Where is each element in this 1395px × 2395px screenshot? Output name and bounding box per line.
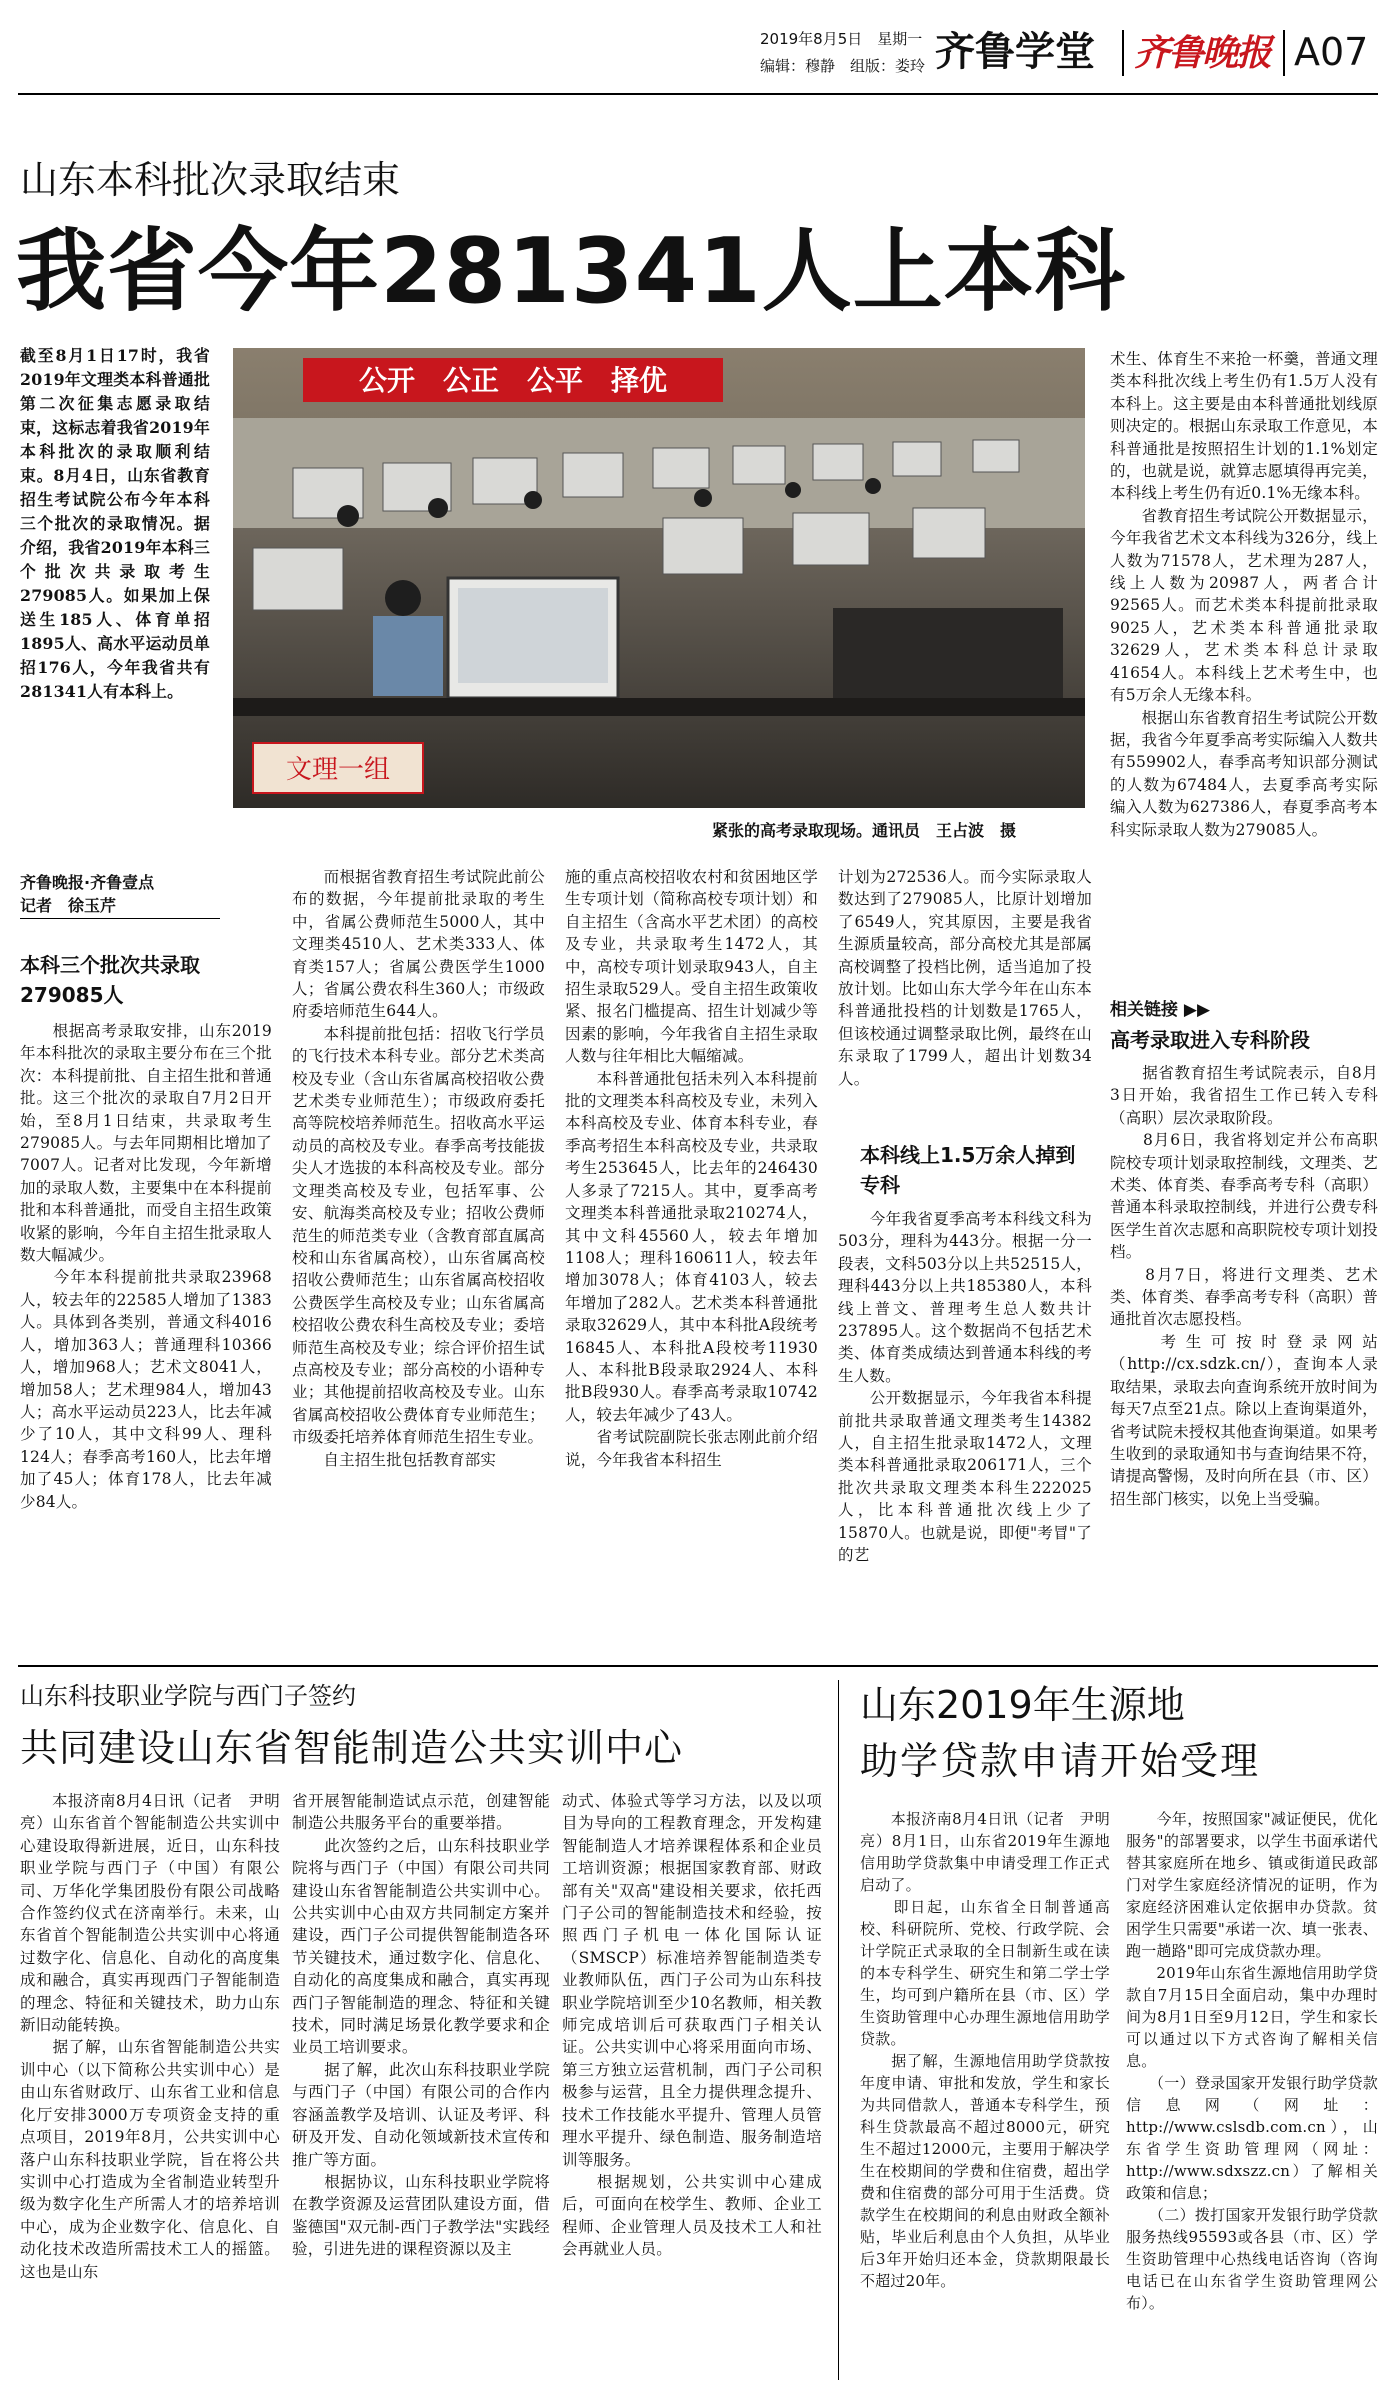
main-col4-top: 计划为272536人。而今实际录取人数达到了279085人，比原计划增加了6549人，究其原因，主要是我省生源质量较高，部分高校尤其是部属高校调整了投档比例，适当追加了投放计划。比如山东大学今年在山东本科普通批投档的计划数是1765人，但该校通过调整录取比例，最终在山东录取了1799人，超出计划数34人。	[838, 868, 1092, 1088]
header-divider-2	[1283, 30, 1285, 76]
header-divider	[1122, 30, 1124, 76]
header-date: 2019年8月5日 星期一	[760, 30, 923, 48]
subhead-three-batches: 本科三个批次共录取279085人	[20, 953, 200, 1007]
main-col4: 今年我省夏季高考本科线文科为503分，理科为443分。根据一分一段表，文科503分以上共52515人，理科443分以上共185380人，本科线上普文、普理考生总人数共计237895人。这个数据尚不包括艺术类、体育类成绩达到普通本科线的考生人数。 公开数据显示，今年我省本科提前批共录取普通文理类考生14382人，自主招生批录取1472人，文理类本科普通批录取206171人，三个批次共录取文理类本科生222025人，比本科普通批次线上少了15870人。也就是说，即便"考冒"了的艺	[838, 1210, 1092, 1565]
main-col5: 术生、体育生不来抢一杯羹，普通文理类本科批次线上考生仍有1.5万人没有本科上。这主要是由本科普通批划线原则决定的。根据山东录取工作意见，本科普通批是按照招生计划的1.1%划定的，也就是说，就算志愿填得再完美，本科线上考生仍有近0.1%无缘本科。 省教育招生考试院公开数据显示，今年我省艺术文本科线为326分，线上人数为71578人，艺术理为287人，线上人数为20987人，两者合计92565人。而艺术类本科提前批录取9025人，艺术类本科普通批录取32629人，艺术类本科总计录取41654人。本科线上艺术考生中，也有5万余人无缘本科。 根据山东省教育招生考试院公开数据，我省今年夏季高考实际编入人数共有559902人，春季高考知识部分测试的人数为67484人，去夏季高考实际编入人数为627386人，春夏季高考本科实际录取人数为279085人。	[1110, 350, 1378, 839]
header-editors: 编辑：穆静 组版：娄玲	[760, 57, 926, 75]
photo-banner-text: 公开 公正 公平 择优	[358, 364, 668, 397]
related-title: 高考录取进入专科阶段	[1110, 1028, 1310, 1052]
section-title: 齐鲁学堂	[935, 29, 1095, 75]
article-divider	[838, 1680, 839, 2380]
mid-rule	[18, 1665, 1378, 1667]
main-col2: 而根据省教育招生考试院此前公布的数据，今年提前批录取的考生中，省属公费师范生5000人，其中文理类4510人、艺术类333人、体育类157人；省属公费医学生1000人；省属公费农科生360人；市级政府委培师范生644人。 本科提前批包括：招收飞行学员的飞行技术本科专业。部分艺术类高校及专业（含山东省属高校招收公费艺术类专业师范生）；市级政府委托高等院校培养师范生。招收高水平运动员的高校及专业。春季高考技能拔尖人才选拔的本科高校及专业。部分文理类高校及专业，包括军事、公安、航海类高校及专业；招收公费师范生的师范类专业（含教育部直属高校和山东省属高校），山东省属高校招收公费师范生；山东省属高校招收公费医学生高校及专业；山东省属高校招收公费农科生高校及专业；委培师范生高校及专业；综合评价招生试点高校及专业；部分高校的小语种专业；其他提前招收高校及专业。山东省属高校招收公费体育专业师范生；市级委托培养体育师范生招生专业。 自主招生批包括教育部实	[292, 868, 545, 1469]
article2-col3: 动式、体验式等学习方法，以及以项目为导向的工程教育理念，开发构建智能制造人才培养课程体系和企业员工培训资源；根据国家教育部、财政部有关"双高"建设相关要求，依托西门子公司的智能制造技术和经验，按照西门子机电一体化国际认证（SMSCP）标准培养智能制造类专业教师队伍，西门子公司为山东科技职业学院培训至少10名教师，相关教师完成培训后可获取西门子相关认证。公共实训中心将采用面向市场、第三方独立运营机制，西门子公司积极参与运营，且全力提供理念提升、技术工作技能水平提升、管理人员管理水平提升、绿色制造、服务制造培训等服务。 根据规划，公共实训中心建成后，可面向在校学生、教师、企业工程师、企业管理人员及技术工人和社会再就业人员。	[562, 1792, 822, 2259]
main-lead: 截至8月1日17时，我省2019年文理类本科普通批第二次征集志愿录取结束，这标志着我省2019年本科批次的录取顺利结束。8月4日，山东省教育招生考试院公布今年本科三个批次的录取情况。据介绍，我省2019年本科三个批次共录取考生279085人。如果加上保送生185人、体育单招1895人、高水平运动员单招176人，今年我省共有281341人有本科上。	[20, 346, 210, 701]
article3-col1: 本报济南8月4日讯（记者 尹明亮）8月1日，山东省2019年生源地信用助学贷款集中申请受理工作正式启动了。 即日起，山东省全日制普通高校、科研院所、党校、行政学院、会计学院正式录取的全日制新生或在读的本专科学生、研究生和第二学士学生，均可到户籍所在县（市、区）学生资助管理中心办理生源地信用助学贷款。 据了解，生源地信用助学贷款按年度申请、审批和发放，学生和家长为共同借款人，普通本专科学生，预科生贷款最高不超过8000元，研究生不超过12000元，主要用于解决学生在校期间的学费和住宿费，超出学费和住宿费的部分可用于生活费。贷款学生在校期间的利息由财政全额补贴，毕业后利息由个人负担，从毕业后3年开始归还本金，贷款期限最长不超过20年。	[860, 1810, 1110, 2290]
photo-sign-text: 文理一组	[285, 755, 391, 785]
byline-paper: 齐鲁晚报·齐鲁壹点	[20, 873, 155, 892]
article2-headline: 共同建设山东省智能制造公共实训中心	[20, 1726, 684, 1770]
related-body: 据省教育招生考试院表示，自8月3日开始，我省招生工作已转入专科（高职）层次录取阶段。 8月6日，我省将划定并公布高职院校专项计划录取控制线，文理类、艺术类、体育类、春季高考专科（高职）普通本科录取控制线，并进行公费专科医学生首次志愿和高职院校专项计划投档。 8月7日，将进行文理类、艺术类、体育类、春季高考专科（高职）普通批首次志愿投档。 考生可按时登录网站（http://cx.sdzk.cn/），查询本人录取结果，录取去向查询系统开放时间为每天7点至21点。除以上查询渠道外，省考试院未授权其他查询渠道。如果考生收到的录取通知书与查询结果不符，请提高警惕，及时向所在县（市、区）招生部门核实，以免上当受骗。	[1110, 1064, 1378, 1508]
header-rule	[18, 93, 1378, 95]
article2-col2: 省开展智能制造试点示范，创建智能制造公共服务平台的重要举措。 此次签约之后，山东科技职业学院将与西门子（中国）有限公司共同建设山东省智能制造公共实训中心。公共实训中心由双方共同制定方案并建设，西门子公司提供智能制造各环节关键技术，通过数字化、信息化、自动化的高度集成和融合，真实再现西门子智能制造的理念、特征和关键技术，同时满足场景化教学要求和企业员工培训要求。 据了解，此次山东科技职业学院与西门子（中国）有限公司的合作内容涵盖教学及培训、认证及考评、科研及开发、自动化领域新技术宣传和推广等方面。 根据协议，山东科技职业学院将在教学资源及运营团队建设方面，借鉴德国"双元制-西门子教学法"实践经验，引进先进的课程资源以及主	[292, 1792, 550, 2259]
page-number: A07	[1294, 30, 1369, 74]
byline-rule	[20, 918, 220, 919]
main-headline: 我省今年281341人上本科	[16, 219, 1126, 324]
subhead-drop-to-college: 本科线上1.5万余人掉到专科	[860, 1143, 1076, 1197]
byline-reporter: 记者 徐玉芹	[20, 896, 117, 915]
article3-headline-line2: 助学贷款申请开始受理	[860, 1739, 1261, 1783]
photo-caption: 紧张的高考录取现场。通讯员 王占波 摄	[712, 821, 1017, 840]
article2-kicker: 山东科技职业学院与西门子签约	[20, 1682, 356, 1710]
article2-col1: 本报济南8月4日讯（记者 尹明亮）山东省首个智能制造公共实训中心建设取得新进展，近日，山东科技职业学院与西门子（中国）有限公司、万华化学集团股份有限公司战略合作签约仪式在济南举行。未来，山东省首个智能制造公共实训中心将通过数字化、信息化、自动化的高度集成和融合，真实再现西门子智能制造的理念、特征和关键技术，助力山东新旧动能转换。 据了解，山东省智能制造公共实训中心（以下简称公共实训中心）是由山东省财政厅、山东省工业和信息化厅安排3000万专项资金支持的重点项目，2019年8月，公共实训中心落户山东科技职业学院，旨在将公共实训中心打造成为全省制造业转型升级为数字化生产所需人才的培养培训中心，成为企业数字化、信息化、自动化技术改造所需技术工人的摇篮。这也是山东	[20, 1792, 280, 2281]
article3-col2: 今年，按照国家"减证便民，优化服务"的部署要求，以学生书面承诺代替其家庭所在地乡、镇或街道民政部门对学生家庭经济情况的证明，作为家庭经济困难认定依据申办贷款。贫困学生只需要"承诺一次、填一张表、跑一趟路"即可完成贷款办理。 2019年山东省生源地信用助学贷款自7月15日全面启动，集中办理时间为8月1日至9月12日，学生和家长可以通过以下方式咨询了解相关信息。 （一）登录国家开发银行助学贷款信息网（网址：http://www.cslsdb.com.cn），山东省学生资助管理网（网址：http://www.sdxszz.cn）了解相关政策和信息； （二）拨打国家开发银行助学贷款服务热线95593或各县（市、区）学生资助管理中心热线电话咨询（咨询电话已在山东省学生资助管理网公布）。	[1126, 1810, 1378, 2312]
exam-hall-photo	[233, 348, 1085, 808]
main-kicker: 山东本科批次录取结束	[20, 158, 401, 202]
main-col1: 根据高考录取安排，山东2019年本科批次的录取主要分布在三个批次：本科提前批、自主招生批和普通批。这三个批次的录取自7月2日开始，至8月1日结束，共录取考生279085人。与去年同期相比增加了7007人。记者对比发现，今年新增加的录取人数，主要集中在本科提前批和本科普通批，而受自主招生政策收紧的影响，今年自主招生批录取人数大幅减少。 今年本科提前批共录取23968人，较去年的22585人增加了1383人。具体到各类别，普通文科4016人，增加363人；普通理科10366人，增加968人；艺术文8041人，增加58人；艺术理984人，增加43人；高水平运动员223人，比去年减少了10人，其中文科99人、理科124人；春季高考160人，比去年增加了45人；体育178人，比去年减少84人。	[20, 1022, 272, 1511]
article3-headline-line1: 山东2019年生源地	[860, 1683, 1185, 1727]
newspaper-logo: 齐鲁晚报	[1134, 32, 1271, 74]
related-link-label: 相关链接 ▶▶	[1110, 1000, 1211, 1020]
main-col3: 施的重点高校招收农村和贫困地区学生专项计划（简称高校专项计划）和自主招生（含高水平艺术团）的高校及专业，共录取考生1472人，其中，高校专项计划录取943人，自主招生录取529人。受自主招生政策收紧、报名门槛提高、招生计划减少等因素的影响，今年我省自主招生录取人数与往年相比大幅缩减。 本科普通批包括未列入本科提前批的文理类本科高校及专业，未列入本科高校及专业、体育本科专业，春季高考招生本科高校及专业，共录取考生253645人，比去年的246430人多录了7215人。其中，夏季高考文理类本科普通批录取210274人，其中文科45560人，较去年增加1108人；理科160611人，较去年增加3078人；体育4103人，较去年增加了282人。艺术类本科普通批录取32629人，其中本科批A段统考16845人、本科批A段校考11930人、本科批B段录取2924人、本科批B段930人。春季高考录取10742人，较去年减少了43人。 省考试院副院长张志刚此前介绍说，今年我省本科招生	[565, 868, 818, 1469]
